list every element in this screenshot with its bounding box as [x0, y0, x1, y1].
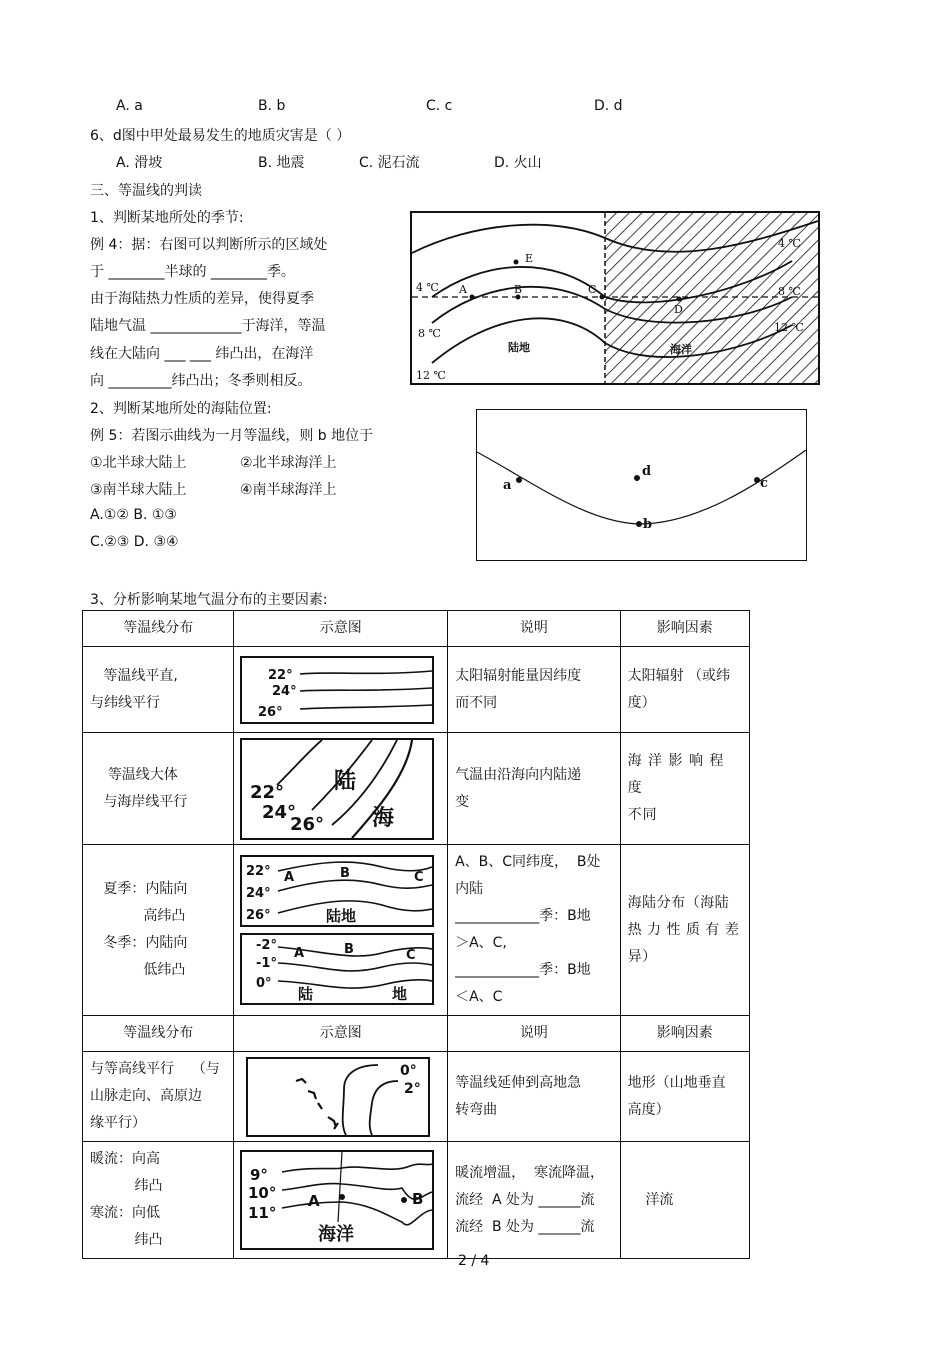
example5-choice: ②北半球海洋上 — [240, 455, 337, 471]
table-header-row — [83, 611, 750, 647]
dist-cell: 等温线大体 与海岸线平行 — [83, 733, 234, 845]
table-header-cell: 等温线分布 — [83, 611, 234, 647]
mini-label: -2° — [256, 938, 278, 953]
fig1-temp-12-left: 12 ℃ — [416, 369, 446, 382]
desc-cell: 等温线延伸到高地急 转弯曲 — [448, 1052, 621, 1142]
mini-label: 海 — [372, 805, 395, 831]
example5-choice: ④南半球海洋上 — [240, 482, 337, 498]
fig1-temp-4-right: 4 ℃ — [778, 237, 801, 250]
table-header-cell: 影响因素 — [620, 1016, 749, 1052]
mini-label: 26° — [258, 704, 284, 720]
fig1-temp-4-left: 4 ℃ — [416, 281, 439, 294]
mini-label: B — [340, 866, 351, 881]
fig1-ocean-label: 海洋 — [670, 343, 692, 356]
factor-cell: 地形（山地垂直 高度） — [620, 1052, 749, 1142]
mini-label: 24° — [262, 801, 297, 823]
mini-map-current — [240, 1150, 434, 1250]
table-header-cell: 示意图 — [234, 1016, 448, 1052]
mini-label: 26° — [246, 908, 272, 923]
diagram-cell — [234, 845, 448, 1016]
mini-map-winter — [240, 933, 434, 1005]
dist-cell: 夏季：内陆向 高纬凸 冬季：内陆向 低纬凸 — [83, 845, 234, 1016]
mini-label: -1° — [256, 956, 278, 971]
table-row — [83, 733, 750, 845]
mini-label: 24° — [246, 886, 272, 901]
example4-line: 陆地气温 _____________于海洋，等温 — [90, 318, 326, 334]
diagram-cell — [234, 733, 448, 845]
isotherm-season-figure — [410, 211, 820, 385]
mini-label: 海洋 — [318, 1224, 355, 1245]
factor-cell: 洋流 — [620, 1142, 749, 1259]
dist-cell: 等温线平直, 与纬线平行 — [83, 647, 234, 733]
mini-label: A — [284, 870, 295, 885]
q5-option-b: B. b — [258, 98, 286, 114]
mini-label: 0° — [256, 976, 272, 991]
mini-map-terrain — [246, 1057, 430, 1137]
mini-label: A — [294, 946, 305, 961]
fig2-label-d: d — [642, 464, 652, 479]
fig2-label-a: a — [503, 478, 512, 493]
diagram-cell — [234, 1052, 448, 1142]
table-header-cell: 说明 — [448, 611, 621, 647]
table-header-cell: 影响因素 — [620, 611, 749, 647]
mini-label: C — [414, 870, 424, 885]
table-row — [83, 1142, 750, 1259]
example5-choice: ①北半球大陆上 — [90, 455, 187, 471]
sub2-title: 2、判断某地所处的海陆位置: — [90, 401, 272, 417]
desc-cell: A、B、C同纬度， B处 内陆 ____________季：B地 ＞A、C, ____________季：B地 ＜A、C — [448, 845, 621, 1016]
mini-label: 9° — [250, 1166, 269, 1184]
mini-label: 陆 — [298, 985, 314, 1003]
example5-options: C.②③ D. ③④ — [90, 534, 179, 550]
fig1-label-c: C — [588, 283, 597, 296]
section-title: 三、等温线的判读 — [90, 183, 202, 199]
example4-line: 向 _________纬凸出；冬季则相反。 — [90, 373, 312, 389]
isotherm-curve-figure — [476, 409, 807, 561]
dist-cell: 暖流：向高 纬凸 寒流：向低 纬凸 — [83, 1142, 234, 1259]
mini-map-summer — [240, 855, 434, 927]
mini-label: B — [412, 1190, 424, 1208]
sub3-title: 3、分析影响某地气温分布的主要因素: — [90, 592, 328, 608]
fig1-label-b: B — [514, 283, 523, 296]
fig1-label-a: A — [459, 283, 467, 296]
example5-question: 例 5：若图示曲线为一月等温线，则 b 地位于 — [90, 428, 374, 444]
example5-choice: ③南半球大陆上 — [90, 482, 187, 498]
desc-cell: 太阳辐射能量因纬度 而不同 — [448, 647, 621, 733]
mini-map-coast — [240, 738, 434, 840]
table-row — [83, 647, 750, 733]
mini-label: B — [344, 942, 355, 957]
mini-map-latitude — [240, 656, 434, 724]
factor-cell: 海陆分布（海陆 热 力 性 质 有 差 异） — [620, 845, 749, 1016]
mini-label: 陆 — [334, 768, 357, 794]
mini-label: 地 — [392, 985, 408, 1003]
sub1-title: 1、判断某地所处的季节: — [90, 210, 244, 226]
mini-label: 2° — [404, 1080, 422, 1097]
q5-option-a: A. a — [116, 98, 143, 114]
dist-cell: 与等高线平行 （与 山脉走向、高原边 缘平行） — [83, 1052, 234, 1142]
table-header-cell: 示意图 — [234, 611, 448, 647]
factor-table — [82, 610, 750, 1259]
fig2-label-b: b — [643, 517, 653, 532]
q5-option-c: C. c — [426, 98, 453, 114]
example4-line: 由于海陆热力性质的差异，使得夏季 — [90, 291, 314, 307]
example4-line: 线在大陆向 ___ ___ 纬凸出，在海洋 — [90, 346, 314, 362]
q6-question: 6、d图中甲处最易发生的地质灾害是（ ） — [90, 128, 351, 144]
factor-cell: 海 洋 影 响 程 度 不同 — [620, 733, 749, 845]
q5-option-d: D. d — [594, 98, 623, 114]
fig1-temp-8-left: 8 ℃ — [418, 327, 441, 340]
table-row — [83, 845, 750, 1016]
mini-label: 22° — [246, 864, 272, 879]
diagram-cell — [234, 1142, 448, 1259]
q6-option-a: A. 滑坡 — [116, 155, 163, 171]
mini-label: 11° — [248, 1204, 277, 1222]
table-header-row — [83, 1016, 750, 1052]
table-header-cell: 等温线分布 — [83, 1016, 234, 1052]
example4-line: 于 ________半球的 ________季。 — [90, 264, 295, 280]
diagram-cell — [234, 647, 448, 733]
q6-option-d: D. 火山 — [494, 155, 542, 171]
mini-label: 24° — [272, 683, 298, 699]
mini-label: 10° — [248, 1184, 277, 1202]
fig1-label-e: E — [525, 252, 534, 265]
desc-cell: 暖流增温， 寒流降温， 流经 A 处为 ______流 流经 B 处为 ______流 — [448, 1142, 621, 1259]
example4-line: 例 4：据：右图可以判断所示的区域处 — [90, 237, 328, 253]
factor-cell: 太阳辐射 （或纬 度） — [620, 647, 749, 733]
mini-label: 0° — [400, 1062, 418, 1079]
mini-label: 22° — [250, 781, 285, 803]
desc-cell: 气温由沿海向内陆递 变 — [448, 733, 621, 845]
mini-label: A — [308, 1192, 321, 1210]
page-number: 2 / 4 — [458, 1253, 490, 1269]
mini-label: C — [406, 948, 416, 963]
q6-option-c: C. 泥石流 — [359, 155, 420, 171]
fig1-temp-8-right: 8 ℃ — [778, 285, 801, 298]
mini-label: 26° — [290, 813, 325, 835]
fig2-label-c: c — [760, 476, 768, 491]
mini-label: 陆地 — [326, 907, 357, 925]
fig1-temp-12-right: 12 ℃ — [774, 321, 804, 334]
example5-options: A.①② B. ①③ — [90, 507, 177, 523]
table-header-cell: 说明 — [448, 1016, 621, 1052]
q6-option-b: B. 地震 — [258, 155, 305, 171]
mini-label: 22° — [268, 667, 294, 683]
fig1-label-d: D — [674, 303, 683, 316]
table-row — [83, 1052, 750, 1142]
fig1-land-label: 陆地 — [508, 341, 530, 354]
